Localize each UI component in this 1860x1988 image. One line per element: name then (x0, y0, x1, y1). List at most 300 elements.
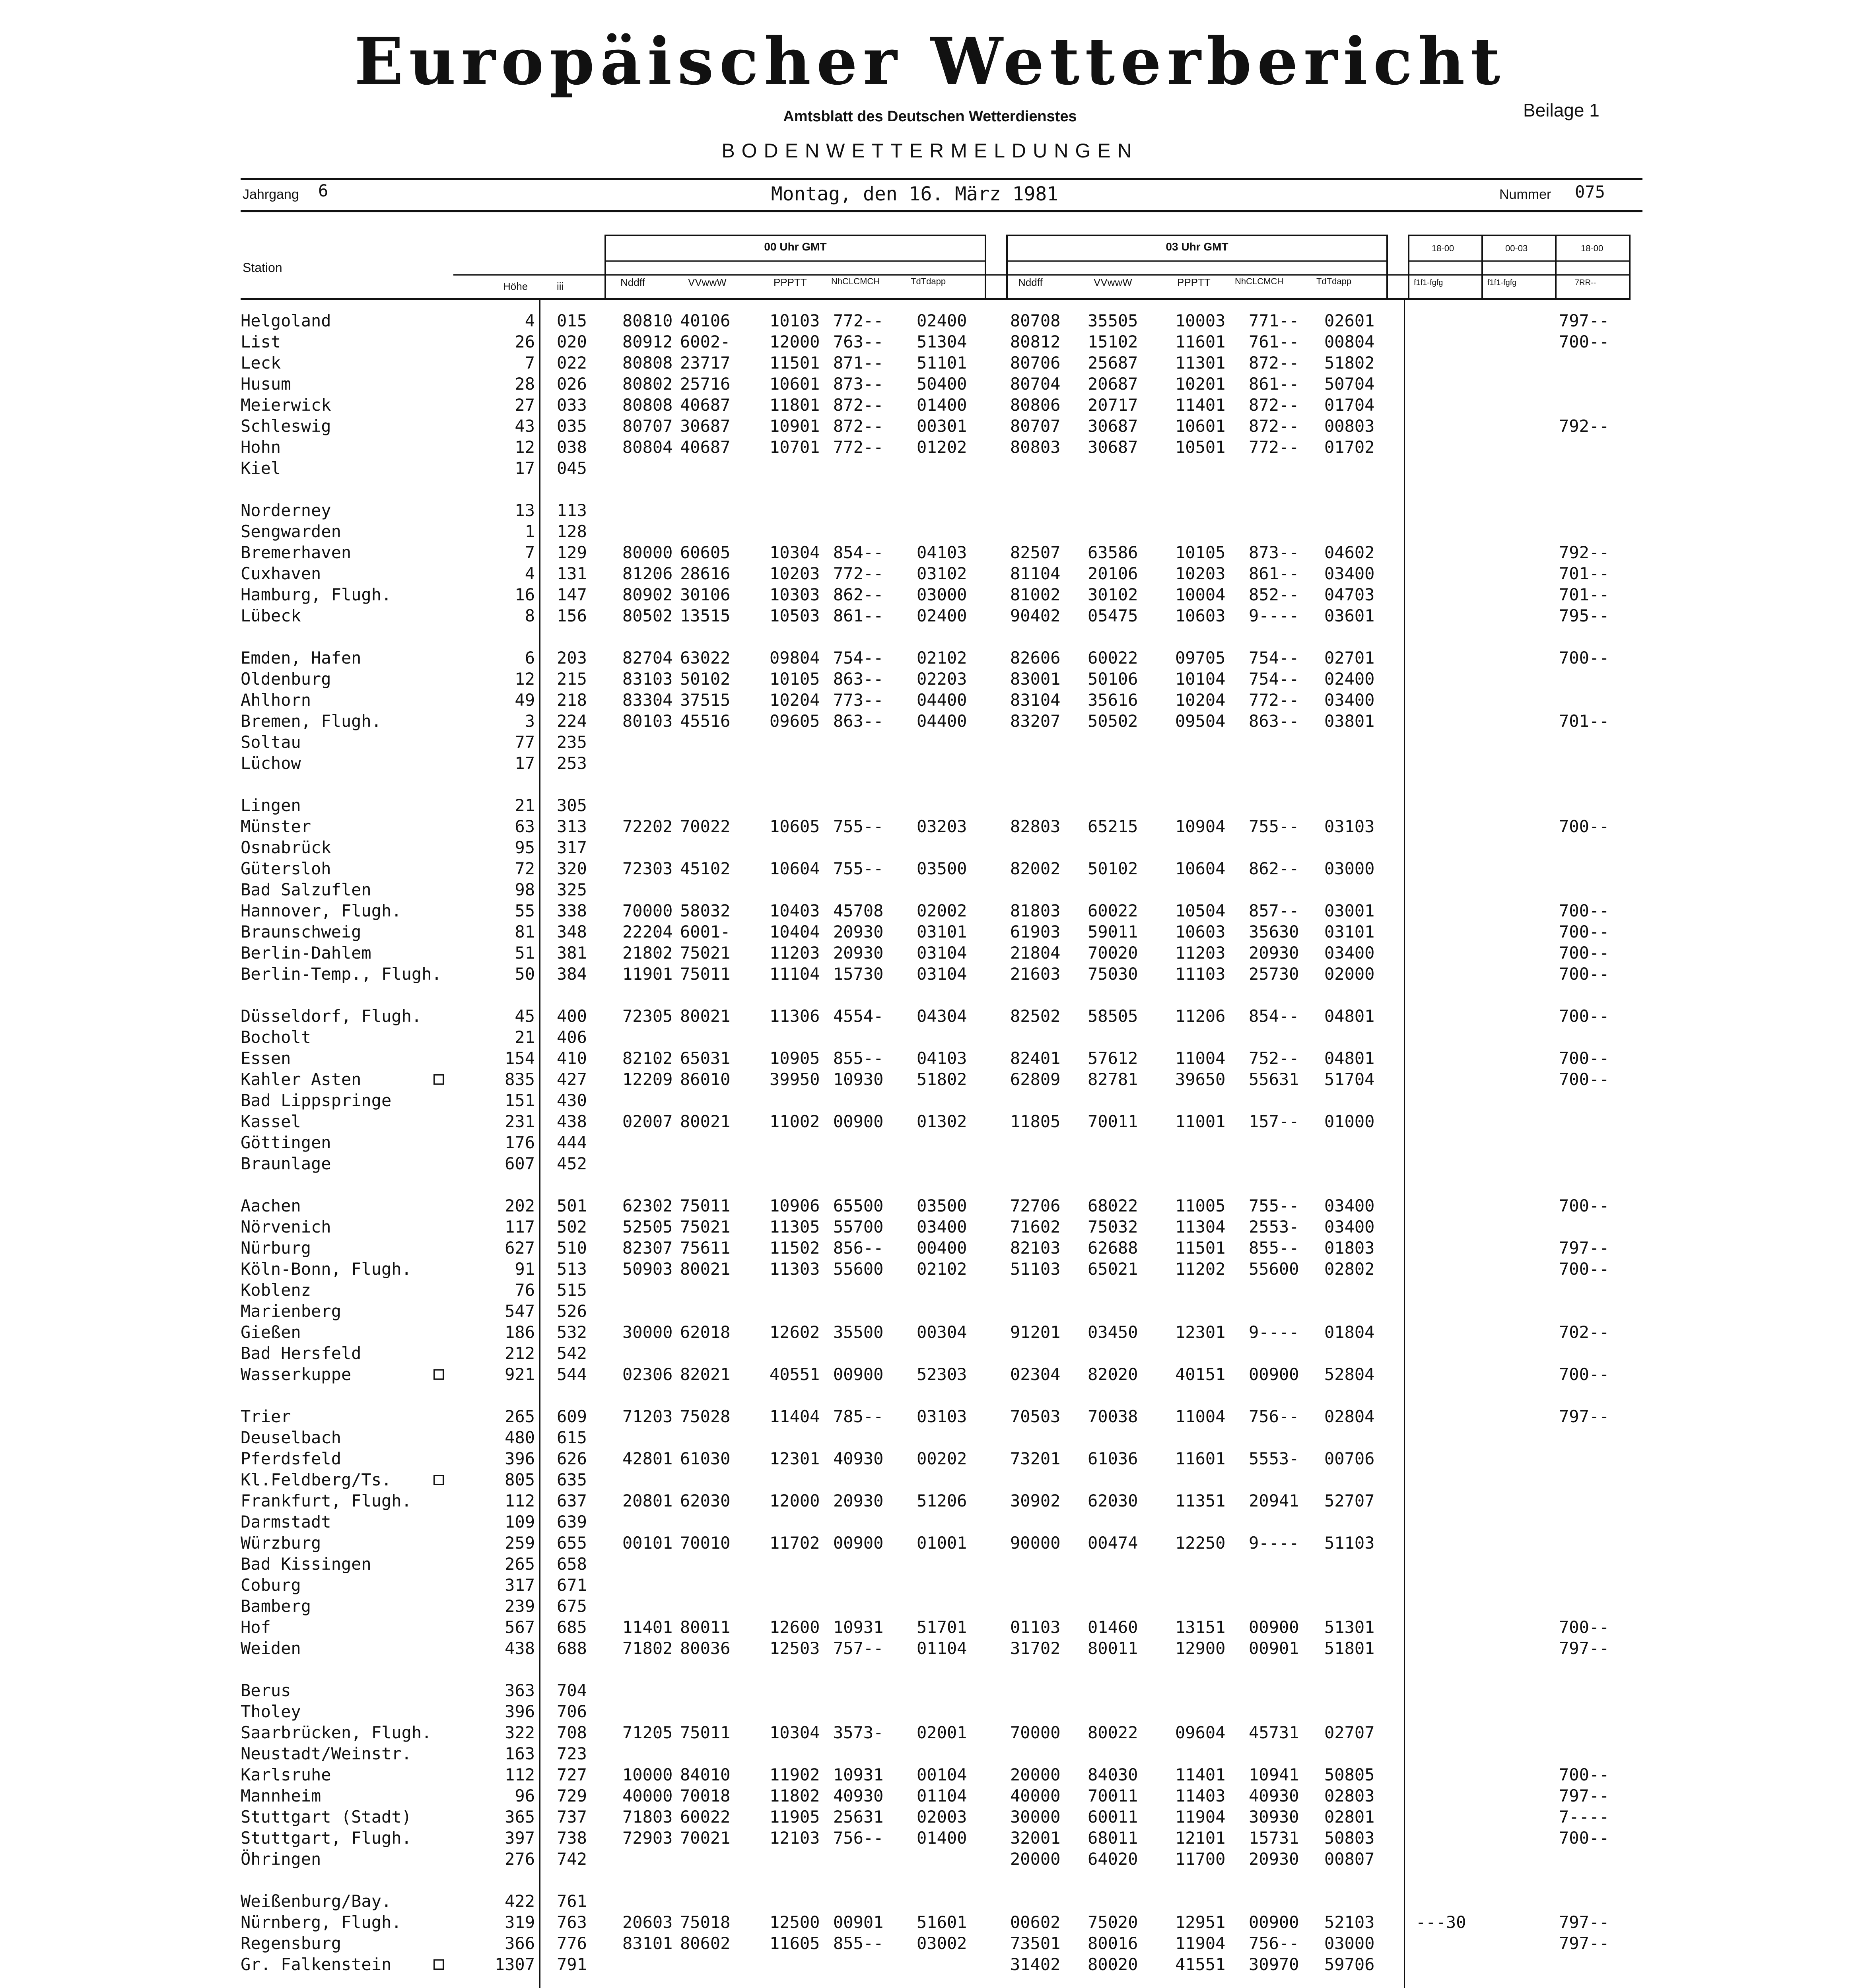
extra-divider (1408, 260, 1631, 262)
obs-00-group-3: 10303 (770, 585, 820, 604)
obs-00-group-5: 03104 (917, 964, 967, 984)
obs-03-group-4: 20941 (1249, 1491, 1299, 1510)
station-id: 317 (557, 838, 587, 857)
precip-group: 700-- (1559, 1259, 1609, 1279)
obs-00-group-2: 75011 (680, 964, 731, 984)
station-id: 513 (557, 1259, 587, 1279)
obs-00-group-3: 40551 (770, 1365, 820, 1384)
station-height: 607 (505, 1154, 535, 1173)
station-name: Berlin-Dahlem (241, 943, 371, 963)
station-height: 43 (515, 416, 535, 436)
station-id: 639 (557, 1512, 587, 1532)
obs-03-group-3: 11601 (1175, 332, 1226, 351)
obs-00-group-5: 00304 (917, 1322, 967, 1342)
obs-00-group-4: 00901 (833, 1912, 884, 1932)
obs-03-group-5: 02701 (1324, 648, 1375, 668)
station-id: 045 (557, 458, 587, 478)
obs-03-group-1: 32001 (1010, 1828, 1061, 1848)
obs-03-group-1: 31702 (1010, 1639, 1061, 1658)
obs-00-group-1: 83101 (622, 1934, 673, 1953)
obs-00-group-4: 40930 (833, 1786, 884, 1806)
obs-03-group-4: 9---- (1249, 1533, 1299, 1553)
obs-00-group-4: 3573- (833, 1723, 884, 1742)
obs-00-group-5: 02102 (917, 648, 967, 668)
station-height: 28 (515, 374, 535, 394)
station-name: Darmstadt (241, 1512, 331, 1532)
station-height: 265 (505, 1407, 535, 1426)
obs-03-group-3: 12301 (1175, 1322, 1226, 1342)
obs-03-group-3: 11904 (1175, 1807, 1226, 1827)
obs-00-group-5: 01001 (917, 1533, 967, 1553)
obs-00-group-4: 772-- (833, 564, 884, 583)
station-name: Aachen (241, 1196, 301, 1215)
obs-00-group-5: 02001 (917, 1723, 967, 1742)
table-row (0, 1891, 1860, 1912)
station-name: Karlsruhe (241, 1765, 331, 1784)
obs-00-group-3: 10901 (770, 416, 820, 436)
station-id: 438 (557, 1112, 587, 1131)
table-row (0, 858, 1860, 879)
obs-00-group-4: 862-- (833, 585, 884, 604)
obs-03-group-1: 80706 (1010, 353, 1061, 373)
obs-03-group-1: 82401 (1010, 1048, 1061, 1068)
obs-03-group-4: 772-- (1249, 437, 1299, 457)
obs-03-group-5: 04602 (1324, 543, 1375, 562)
obs-00-group-1: 80810 (622, 311, 673, 330)
obs-00-group-3: 12000 (770, 1491, 820, 1510)
extra-top-2: 00-03 (1505, 243, 1528, 253)
extra-top-3: 18-00 (1581, 243, 1603, 253)
obs-03-group-4: 10941 (1249, 1765, 1299, 1784)
open-square-icon (433, 1959, 444, 1970)
table-row (0, 1469, 1860, 1490)
table-row (0, 1237, 1860, 1258)
obs-00-group-3: 10304 (770, 543, 820, 562)
obs-00-group-3: 11303 (770, 1259, 820, 1279)
table-row (0, 1490, 1860, 1511)
obs-03-group-3: 10501 (1175, 437, 1226, 457)
obs-03-group-1: 61903 (1010, 922, 1061, 942)
obs-03-group-5: 02601 (1324, 311, 1375, 330)
obs-00-group-1: 82102 (622, 1048, 673, 1068)
station-height: 627 (505, 1238, 535, 1258)
obs-00-group-5: 03101 (917, 922, 967, 942)
obs-00-group-1: 02306 (622, 1365, 673, 1384)
obs-03-group-5: 50704 (1324, 374, 1375, 394)
station-name: Gießen (241, 1322, 301, 1342)
station-name: Lingen (241, 796, 301, 815)
table-row (0, 837, 1860, 858)
station-id: 400 (557, 1006, 587, 1026)
obs-03-group-4: 772-- (1249, 690, 1299, 710)
obs-03-group-3: 10603 (1175, 922, 1226, 942)
station-name: Weiden (241, 1639, 301, 1658)
obs-03-group-2: 62030 (1088, 1491, 1138, 1510)
station-height: 317 (505, 1575, 535, 1595)
obs-00-group-1: 80902 (622, 585, 673, 604)
obs-03-group-2: 50102 (1088, 859, 1138, 878)
table-row (0, 521, 1860, 542)
obs-03-group-4: 25730 (1249, 964, 1299, 984)
station-height: 49 (515, 690, 535, 710)
obs-00-group-3: 10103 (770, 311, 820, 330)
obs-00-group-5: 03102 (917, 564, 967, 583)
precip-group: 700-- (1559, 1617, 1609, 1637)
obs-00-group-1: 81206 (622, 564, 673, 583)
station-id: 723 (557, 1744, 587, 1763)
obs-03-group-5: 00706 (1324, 1449, 1375, 1468)
obs-00-group-4: 15730 (833, 964, 884, 984)
precip-group: 700-- (1559, 332, 1609, 351)
obs-03-group-3: 11001 (1175, 1112, 1226, 1131)
precip-group: 700-- (1559, 1048, 1609, 1068)
table-row (0, 732, 1860, 753)
obs-00-group-1: 20801 (622, 1491, 673, 1510)
precip-group: 797-- (1559, 1407, 1609, 1426)
precip-group: 700-- (1559, 1070, 1609, 1089)
obs-03-group-4: 857-- (1249, 901, 1299, 920)
obs-00-group-5: 52303 (917, 1365, 967, 1384)
station-name: Bremen, Flugh. (241, 711, 382, 731)
station-id: 313 (557, 817, 587, 836)
station-name: Bocholt (241, 1027, 311, 1047)
table-row (0, 584, 1860, 605)
obs-03-group-4: 771-- (1249, 311, 1299, 330)
station-height: 45 (515, 1006, 535, 1026)
station-height: 21 (515, 1027, 535, 1047)
obs-03-group-3: 11501 (1175, 1238, 1226, 1258)
obs-03-group-1: 11805 (1010, 1112, 1061, 1131)
station-id: 410 (557, 1048, 587, 1068)
station-height: 1307 (494, 1955, 535, 1974)
station-name: Kassel (241, 1112, 301, 1131)
station-id: 510 (557, 1238, 587, 1258)
station-height: 13 (515, 501, 535, 520)
table-row (0, 647, 1860, 668)
obs-03-group-3: 10603 (1175, 606, 1226, 625)
obs-03-group-4: 872-- (1249, 416, 1299, 436)
col-03-nddff: Nddff (1018, 276, 1043, 288)
obs-00-group-5: 02002 (917, 901, 967, 920)
station-height: 480 (505, 1428, 535, 1447)
obs-00-group-3: 10203 (770, 564, 820, 583)
obs-03-group-5: 04801 (1324, 1006, 1375, 1026)
station-name: Weißenburg/Bay. (241, 1891, 392, 1911)
obs-03-group-4: 5553- (1249, 1449, 1299, 1468)
extra-bottom-3: 7RR-- (1575, 278, 1596, 287)
obs-03-group-4: 30970 (1249, 1955, 1299, 1974)
obs-03-group-1: 01103 (1010, 1617, 1061, 1637)
station-id: 203 (557, 648, 587, 668)
page-title: Europäischer Wetterbericht (354, 24, 1506, 99)
obs-03-group-1: 83001 (1010, 669, 1061, 689)
obs-03-group-1: 80803 (1010, 437, 1061, 457)
table-row (0, 1574, 1860, 1596)
obs-03-group-3: 11304 (1175, 1217, 1226, 1237)
station-id: 452 (557, 1154, 587, 1173)
obs-03-group-3: 09705 (1175, 648, 1226, 668)
table-row (0, 1048, 1860, 1069)
obs-03-group-3: 10105 (1175, 543, 1226, 562)
obs-03-group-5: 04703 (1324, 585, 1375, 604)
obs-03-group-5: 03400 (1324, 943, 1375, 963)
table-row (0, 1743, 1860, 1764)
station-height: 265 (505, 1554, 535, 1574)
station-id: 776 (557, 1934, 587, 1953)
station-height: 4 (525, 311, 535, 330)
obs-00-group-1: 80808 (622, 395, 673, 415)
obs-00-group-4: 25631 (833, 1807, 884, 1827)
station-height: 12 (515, 669, 535, 689)
station-height: 151 (505, 1091, 535, 1110)
obs-03-group-3: 11401 (1175, 1765, 1226, 1784)
obs-00-group-1: 62302 (622, 1196, 673, 1215)
obs-00-group-4: 755-- (833, 859, 884, 878)
station-name: Kahler Asten (241, 1070, 362, 1089)
obs-03-group-1: 00602 (1010, 1912, 1061, 1932)
obs-00-group-3: 12301 (770, 1449, 820, 1468)
station-name: Lüchow (241, 753, 301, 773)
table-row (0, 879, 1860, 900)
station-id: 502 (557, 1217, 587, 1237)
station-height: 396 (505, 1449, 535, 1468)
table-row (0, 1301, 1860, 1322)
obs-03-group-3: 11351 (1175, 1491, 1226, 1510)
station-id: 033 (557, 395, 587, 415)
obs-00-group-1: 40000 (622, 1786, 673, 1806)
obs-03-group-4: 756-- (1249, 1407, 1299, 1426)
station-name: Bremerhaven (241, 543, 352, 562)
precip-group: 797-- (1559, 1786, 1609, 1806)
obs-00-group-4: 10930 (833, 1070, 884, 1089)
obs-03-group-1: 81803 (1010, 901, 1061, 920)
obs-00-group-4: 854-- (833, 543, 884, 562)
obs-03-group-1: 83104 (1010, 690, 1061, 710)
station-height: 12 (515, 437, 535, 457)
table-row (0, 542, 1860, 563)
station-height: 55 (515, 901, 535, 920)
precip-group: 7---- (1559, 1807, 1609, 1827)
precip-group: 792-- (1559, 416, 1609, 436)
obs-03-group-3: 40151 (1175, 1365, 1226, 1384)
station-id: 384 (557, 964, 587, 984)
obs-03-group-4: 15731 (1249, 1828, 1299, 1848)
station-id: 635 (557, 1470, 587, 1489)
station-name: Pferdsfeld (241, 1449, 341, 1468)
station-name: Saarbrücken, Flugh. (241, 1723, 432, 1742)
station-name: Stuttgart (Stadt) (241, 1807, 412, 1827)
obs-00-group-4: 10931 (833, 1617, 884, 1637)
col-00-nddff: Nddff (620, 276, 645, 288)
obs-03-group-3: 11403 (1175, 1786, 1226, 1806)
table-row (0, 437, 1860, 458)
station-id: 147 (557, 585, 587, 604)
obs-03-group-4: 863-- (1249, 711, 1299, 731)
obs-03-group-3: 09504 (1175, 711, 1226, 731)
station-name: Göttingen (241, 1133, 331, 1152)
obs-00-group-1: 80502 (622, 606, 673, 625)
table-row (0, 1912, 1860, 1933)
obs-00-group-4: 772-- (833, 311, 884, 330)
precip-group: 797-- (1559, 1238, 1609, 1258)
obs-00-group-5: 01302 (917, 1112, 967, 1131)
station-height: 51 (515, 943, 535, 963)
obs-03-group-2: 01460 (1088, 1617, 1138, 1637)
obs-00-group-5: 01104 (917, 1786, 967, 1806)
station-height: 259 (505, 1533, 535, 1553)
obs-03-group-3: 11401 (1175, 395, 1226, 415)
obs-00-group-3: 11902 (770, 1765, 820, 1784)
station-id: 727 (557, 1765, 587, 1784)
obs-00-group-3: 12000 (770, 332, 820, 351)
station-height: 112 (505, 1765, 535, 1784)
obs-03-group-5: 03400 (1324, 690, 1375, 710)
obs-03-group-1: 82502 (1010, 1006, 1061, 1026)
precip-group: 702-- (1559, 1322, 1609, 1342)
obs-00-group-1: 21802 (622, 943, 673, 963)
obs-00-group-5: 51101 (917, 353, 967, 373)
obs-03-group-2: 82781 (1088, 1070, 1138, 1089)
supplement-label: Beilage 1 (1523, 100, 1600, 120)
station-height: 109 (505, 1512, 535, 1532)
obs-03-group-4: 9---- (1249, 606, 1299, 625)
obs-03-group-1: 40000 (1010, 1786, 1061, 1806)
obs-00-group-4: 772-- (833, 437, 884, 457)
obs-03-group-2: 15102 (1088, 332, 1138, 351)
station-height: 396 (505, 1702, 535, 1721)
table-row (0, 1153, 1860, 1174)
obs-00-group-2: 61030 (680, 1449, 731, 1468)
obs-00-group-5: 00104 (917, 1765, 967, 1784)
station-id: 224 (557, 711, 587, 731)
obs-00-group-4: 773-- (833, 690, 884, 710)
obs-03-group-3: 11203 (1175, 943, 1226, 963)
table-row (0, 900, 1860, 921)
table-row (0, 1322, 1860, 1343)
precip-group: 700-- (1559, 1196, 1609, 1215)
obs-03-group-3: 11103 (1175, 964, 1226, 984)
obs-03-group-5: 51301 (1324, 1617, 1375, 1637)
obs-03-group-3: 11005 (1175, 1196, 1226, 1215)
station-id: 658 (557, 1554, 587, 1574)
station-name: Bad Salzuflen (241, 880, 371, 899)
nummer-value: 075 (1575, 182, 1605, 202)
obs-03-group-1: 83207 (1010, 711, 1061, 731)
jahrgang-value: 6 (318, 181, 328, 200)
obs-03-group-3: 10204 (1175, 690, 1226, 710)
obs-00-group-3: 12103 (770, 1828, 820, 1848)
obs-00-group-2: 62030 (680, 1491, 731, 1510)
obs-03-group-5: 03103 (1324, 817, 1375, 836)
obs-03-group-3: 10203 (1175, 564, 1226, 583)
obs-00-group-1: 20603 (622, 1912, 673, 1932)
obs-00-group-2: 60605 (680, 543, 731, 562)
station-id: 129 (557, 543, 587, 562)
obs-00-group-2: 75021 (680, 943, 731, 963)
obs-03-group-4: 755-- (1249, 817, 1299, 836)
obs-00-group-3: 10906 (770, 1196, 820, 1215)
station-name: Cuxhaven (241, 564, 321, 583)
obs-00-group-4: 754-- (833, 648, 884, 668)
obs-03-group-3: 11700 (1175, 1849, 1226, 1869)
precip-group: 797-- (1559, 1639, 1609, 1658)
table-row (0, 1279, 1860, 1301)
station-id: 348 (557, 922, 587, 942)
obs-00-group-4: 763-- (833, 332, 884, 351)
station-id: 532 (557, 1322, 587, 1342)
station-height: 6 (525, 648, 535, 668)
obs-00-group-4: 757-- (833, 1639, 884, 1658)
obs-00-group-1: 83304 (622, 690, 673, 710)
obs-00-group-5: 01202 (917, 437, 967, 457)
obs-03-group-2: 60011 (1088, 1807, 1138, 1827)
obs-03-group-4: 861-- (1249, 564, 1299, 583)
obs-00-group-4: 756-- (833, 1828, 884, 1848)
obs-00-group-3: 10605 (770, 817, 820, 836)
obs-00-group-3: 11702 (770, 1533, 820, 1553)
obs-03-group-4: 754-- (1249, 648, 1299, 668)
station-name: Frankfurt, Flugh. (241, 1491, 412, 1510)
station-height: 835 (505, 1070, 535, 1089)
obs-00-group-5: 03002 (917, 1934, 967, 1953)
obs-00-group-5: 04103 (917, 1048, 967, 1068)
precip-group: 700-- (1559, 1006, 1609, 1026)
obs-03-group-2: 20106 (1088, 564, 1138, 583)
obs-00-group-4: 00900 (833, 1112, 884, 1131)
station-height: 77 (515, 732, 535, 752)
station-height: 176 (505, 1133, 535, 1152)
extra-sep-1 (1481, 235, 1483, 300)
obs-03-group-3: 10904 (1175, 817, 1226, 836)
station-height: 98 (515, 880, 535, 899)
station-name: Bad Kissingen (241, 1554, 371, 1574)
station-name: Münster (241, 817, 311, 836)
obs-03-group-4: 45731 (1249, 1723, 1299, 1742)
obs-00-group-4: 872-- (833, 416, 884, 436)
obs-03-group-2: 82020 (1088, 1365, 1138, 1384)
obs-00-group-5: 03203 (917, 817, 967, 836)
obs-03-group-2: 80016 (1088, 1934, 1138, 1953)
station-height: 422 (505, 1891, 535, 1911)
table-row (0, 963, 1860, 984)
obs-00-group-5: 01400 (917, 395, 967, 415)
obs-03-group-5: 52707 (1324, 1491, 1375, 1510)
obs-00-group-2: 30687 (680, 416, 731, 436)
station-name: Düsseldorf, Flugh. (241, 1006, 422, 1026)
obs-00-group-4: 755-- (833, 817, 884, 836)
obs-03-group-2: 05475 (1088, 606, 1138, 625)
obs-00-group-3: 11002 (770, 1112, 820, 1131)
col-03-ppptt: PPPTT (1177, 276, 1211, 288)
table-row (0, 795, 1860, 816)
station-height: 163 (505, 1744, 535, 1763)
obs-00-group-2: 37515 (680, 690, 731, 710)
obs-00-group-1: 80808 (622, 353, 673, 373)
station-id: 542 (557, 1343, 587, 1363)
precip-group: 700-- (1559, 964, 1609, 984)
obs-03-group-3: 10004 (1175, 585, 1226, 604)
station-name: Stuttgart, Flugh. (241, 1828, 412, 1848)
obs-03-group-1: 80708 (1010, 311, 1061, 330)
obs-00-group-2: 23717 (680, 353, 731, 373)
obs-00-group-4: 55600 (833, 1259, 884, 1279)
obs-03-group-5: 00803 (1324, 416, 1375, 436)
obs-03-group-3: 39650 (1175, 1070, 1226, 1089)
obs-03-group-5: 02400 (1324, 669, 1375, 689)
col-03-dew: TdTdapp (1316, 276, 1352, 286)
station-name: Marienberg (241, 1301, 341, 1321)
station-name: List (241, 332, 281, 351)
